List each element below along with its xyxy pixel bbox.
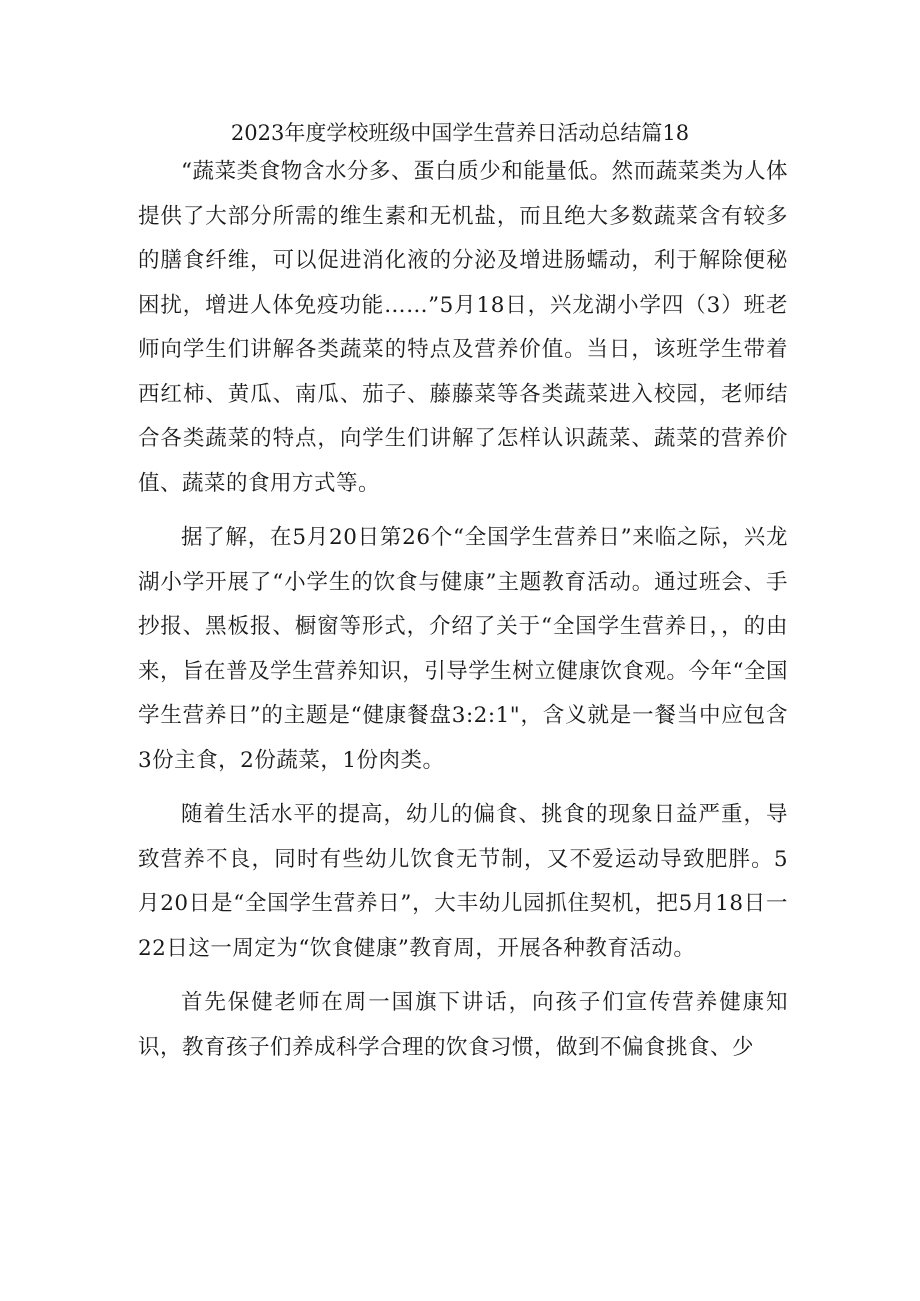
paragraph-4: 首先保健老师在周一国旗下讲话，向孩子们宣传营养健康知识，教育孩子们养成科学合理的饮食习惯，做到不偏食挑食、少 xyxy=(138,990,788,1060)
document-body xyxy=(138,150,788,1080)
paragraph-3: 随着生活水平的提高，幼儿的偏食、挑食的现象日益严重，导致营养不良，同时有些幼儿饮食无节制，又不爱运动导致肥胖。5月20日是“全国学生营养日”，大丰幼儿园抓住契机，把5月18日一22日这一周定为“饮食健康”教育周，开展各种教育活动。 xyxy=(138,802,788,961)
paragraph-2: 据了解，在5月20日第26个“全国学生营养日”来临之际，兴龙湖小学开展了“小学生的饮食与健康”主题教育活动。通过班会、手抄报、黑板报、橱窗等形式，介绍了关于“全国学生营养日，，的由来，旨在普及学生营养知识，引导学生树立健康饮食观。今年“全国学生营养日”的主题是“健康餐盘3:2:1"，含义就是一餐当中应包含3份主食，2份蔬菜，1份肉类。 xyxy=(138,525,788,773)
paragraph-1: “蔬菜类食物含水分多、蛋白质少和能量低。然而蔬菜类为人体提供了大部分所需的维生素和无机盐，而且绝大多数蔬菜含有较多的膳食纤维，可以促进消化液的分泌及增进肠蠕动，利于解除便秘困扰，增进人体免疫功能……”5月18日，兴龙湖小学四（3）班老师向学生们讲解各类蔬菜的特点及营养价值。当日，该班学生带着西红柿、黄瓜、南瓜、茄子、藤藤菜等各类蔬菜进入校园，老师结合各类蔬菜的特点，向学生们讲解了怎样认识蔬菜、蔬菜的营养价值、蔬菜的食用方式等。 xyxy=(138,159,788,496)
document-title: 2023年度学校班级中国学生营养日活动总结篇18 xyxy=(230,121,690,145)
